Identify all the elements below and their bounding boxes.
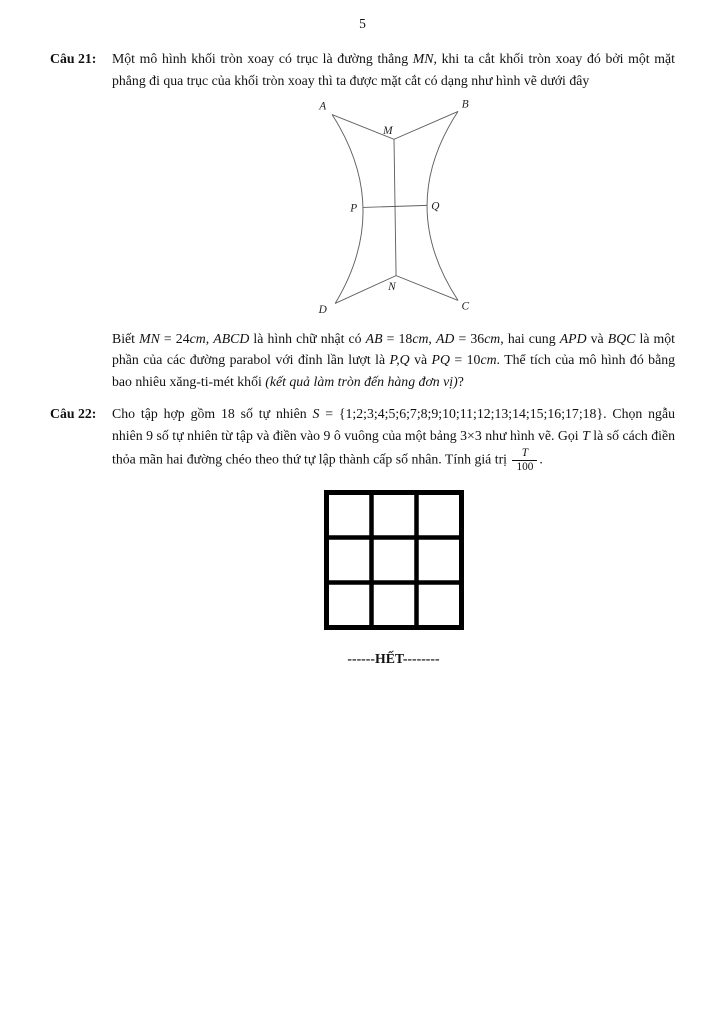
body-text: là một phần của các đường parabol với đỉnh lần lượt là xyxy=(112,330,676,368)
cross-section-figure-svg xyxy=(309,98,479,320)
math-text: cm xyxy=(189,330,206,346)
segment-AMB xyxy=(332,111,458,139)
point-label-Q: Q xyxy=(430,200,439,213)
body-text: , hai cung xyxy=(500,330,560,346)
math-text: PQ xyxy=(431,352,450,368)
body-text: là số cách điền thỏa mãn hai đường chéo theo thứ tự lập thành cấp số nhân. Tính giá trị xyxy=(112,427,676,467)
body-text: và xyxy=(409,352,432,368)
fraction-denominator: 100 xyxy=(516,460,534,473)
math-text: T xyxy=(582,427,590,443)
math-text: cm xyxy=(484,330,501,346)
body-text: = 36 xyxy=(454,330,485,346)
body-text: , xyxy=(428,330,436,346)
page-number: 5 xyxy=(359,16,366,31)
math-text: (kết quả làm tròn đến hàng đơn vị) xyxy=(265,374,458,390)
fraction-numerator: T xyxy=(512,447,537,461)
question-22-label: Câu 22: xyxy=(50,405,97,421)
question-21 xyxy=(50,48,675,397)
body-text: ? xyxy=(457,374,464,390)
body-text: Cho tập hợp gồm 18 số tự nhiên xyxy=(112,405,313,421)
body-text: , khi ta cắt khối tròn xoay đó bởi một mặt phẳng đi qua trục của khối tròn xoay thì ta được mặt cắt có dạng như hình vẽ dưới đây xyxy=(112,51,675,88)
grid-outer-border xyxy=(326,492,461,627)
question-22-body xyxy=(112,403,675,669)
figure-solid-of-revolution-cross-section xyxy=(112,98,675,320)
math-text: cm xyxy=(480,352,497,368)
question-21-label: Câu 21: xyxy=(50,51,97,66)
math-text: APD xyxy=(559,330,587,346)
question-22-text xyxy=(112,403,675,474)
body-text: = 10 xyxy=(449,352,481,368)
figure-grid-3x3 xyxy=(112,490,675,630)
math-text: ABCD xyxy=(213,330,250,346)
point-label-D: D xyxy=(318,303,327,316)
math-text: MN xyxy=(412,51,434,66)
point-label-A: A xyxy=(318,99,326,112)
math-text: MN xyxy=(139,330,160,346)
question-21-body xyxy=(112,48,675,397)
grid-3x3-svg xyxy=(324,490,464,630)
parabola-APD xyxy=(332,114,363,303)
end-marker: ------HẾT-------- xyxy=(347,650,440,666)
inline-fraction xyxy=(512,447,537,474)
body-text: = 18 xyxy=(382,330,413,346)
question-21-detail xyxy=(112,328,675,393)
question-21-intro xyxy=(112,48,675,92)
body-text: Một mô hình khối tròn xoay có trục là đường thẳng xyxy=(112,51,413,66)
body-text: và xyxy=(586,330,608,346)
body-text: . xyxy=(539,451,543,467)
question-22 xyxy=(50,403,675,669)
body-text: Biết xyxy=(112,330,140,346)
math-text: S xyxy=(312,405,320,421)
point-label-C: C xyxy=(460,300,469,313)
math-text: AB xyxy=(365,330,383,346)
body-text: = 24 xyxy=(159,330,190,346)
point-label-M: M xyxy=(382,124,393,137)
point-label-B: B xyxy=(461,97,469,110)
body-text: . Thể tích của mô hình đó bằng bao nhiêu xăng-ti-mét khối xyxy=(112,352,675,390)
body-text: là hình chữ nhật có xyxy=(249,330,366,346)
math-text: AD xyxy=(435,330,455,346)
body-text: = {1;2;3;4;5;6;7;8;9;10;11;12;13;14;15;16;17;18}. Chọn ngẫu nhiên 9 số tự nhiên từ tập và điền vào 9 ô vuông của một bảng 3×3 như hình vẽ. Gọi xyxy=(112,405,675,443)
point-label-N: N xyxy=(387,280,396,293)
point-label-P: P xyxy=(349,202,357,215)
math-text: BQC xyxy=(607,330,636,346)
body-text: , xyxy=(205,330,214,346)
axis-MN xyxy=(394,139,396,275)
math-text: cm xyxy=(412,330,429,346)
math-text: P,Q xyxy=(389,352,410,368)
segment-DNC xyxy=(335,275,458,303)
